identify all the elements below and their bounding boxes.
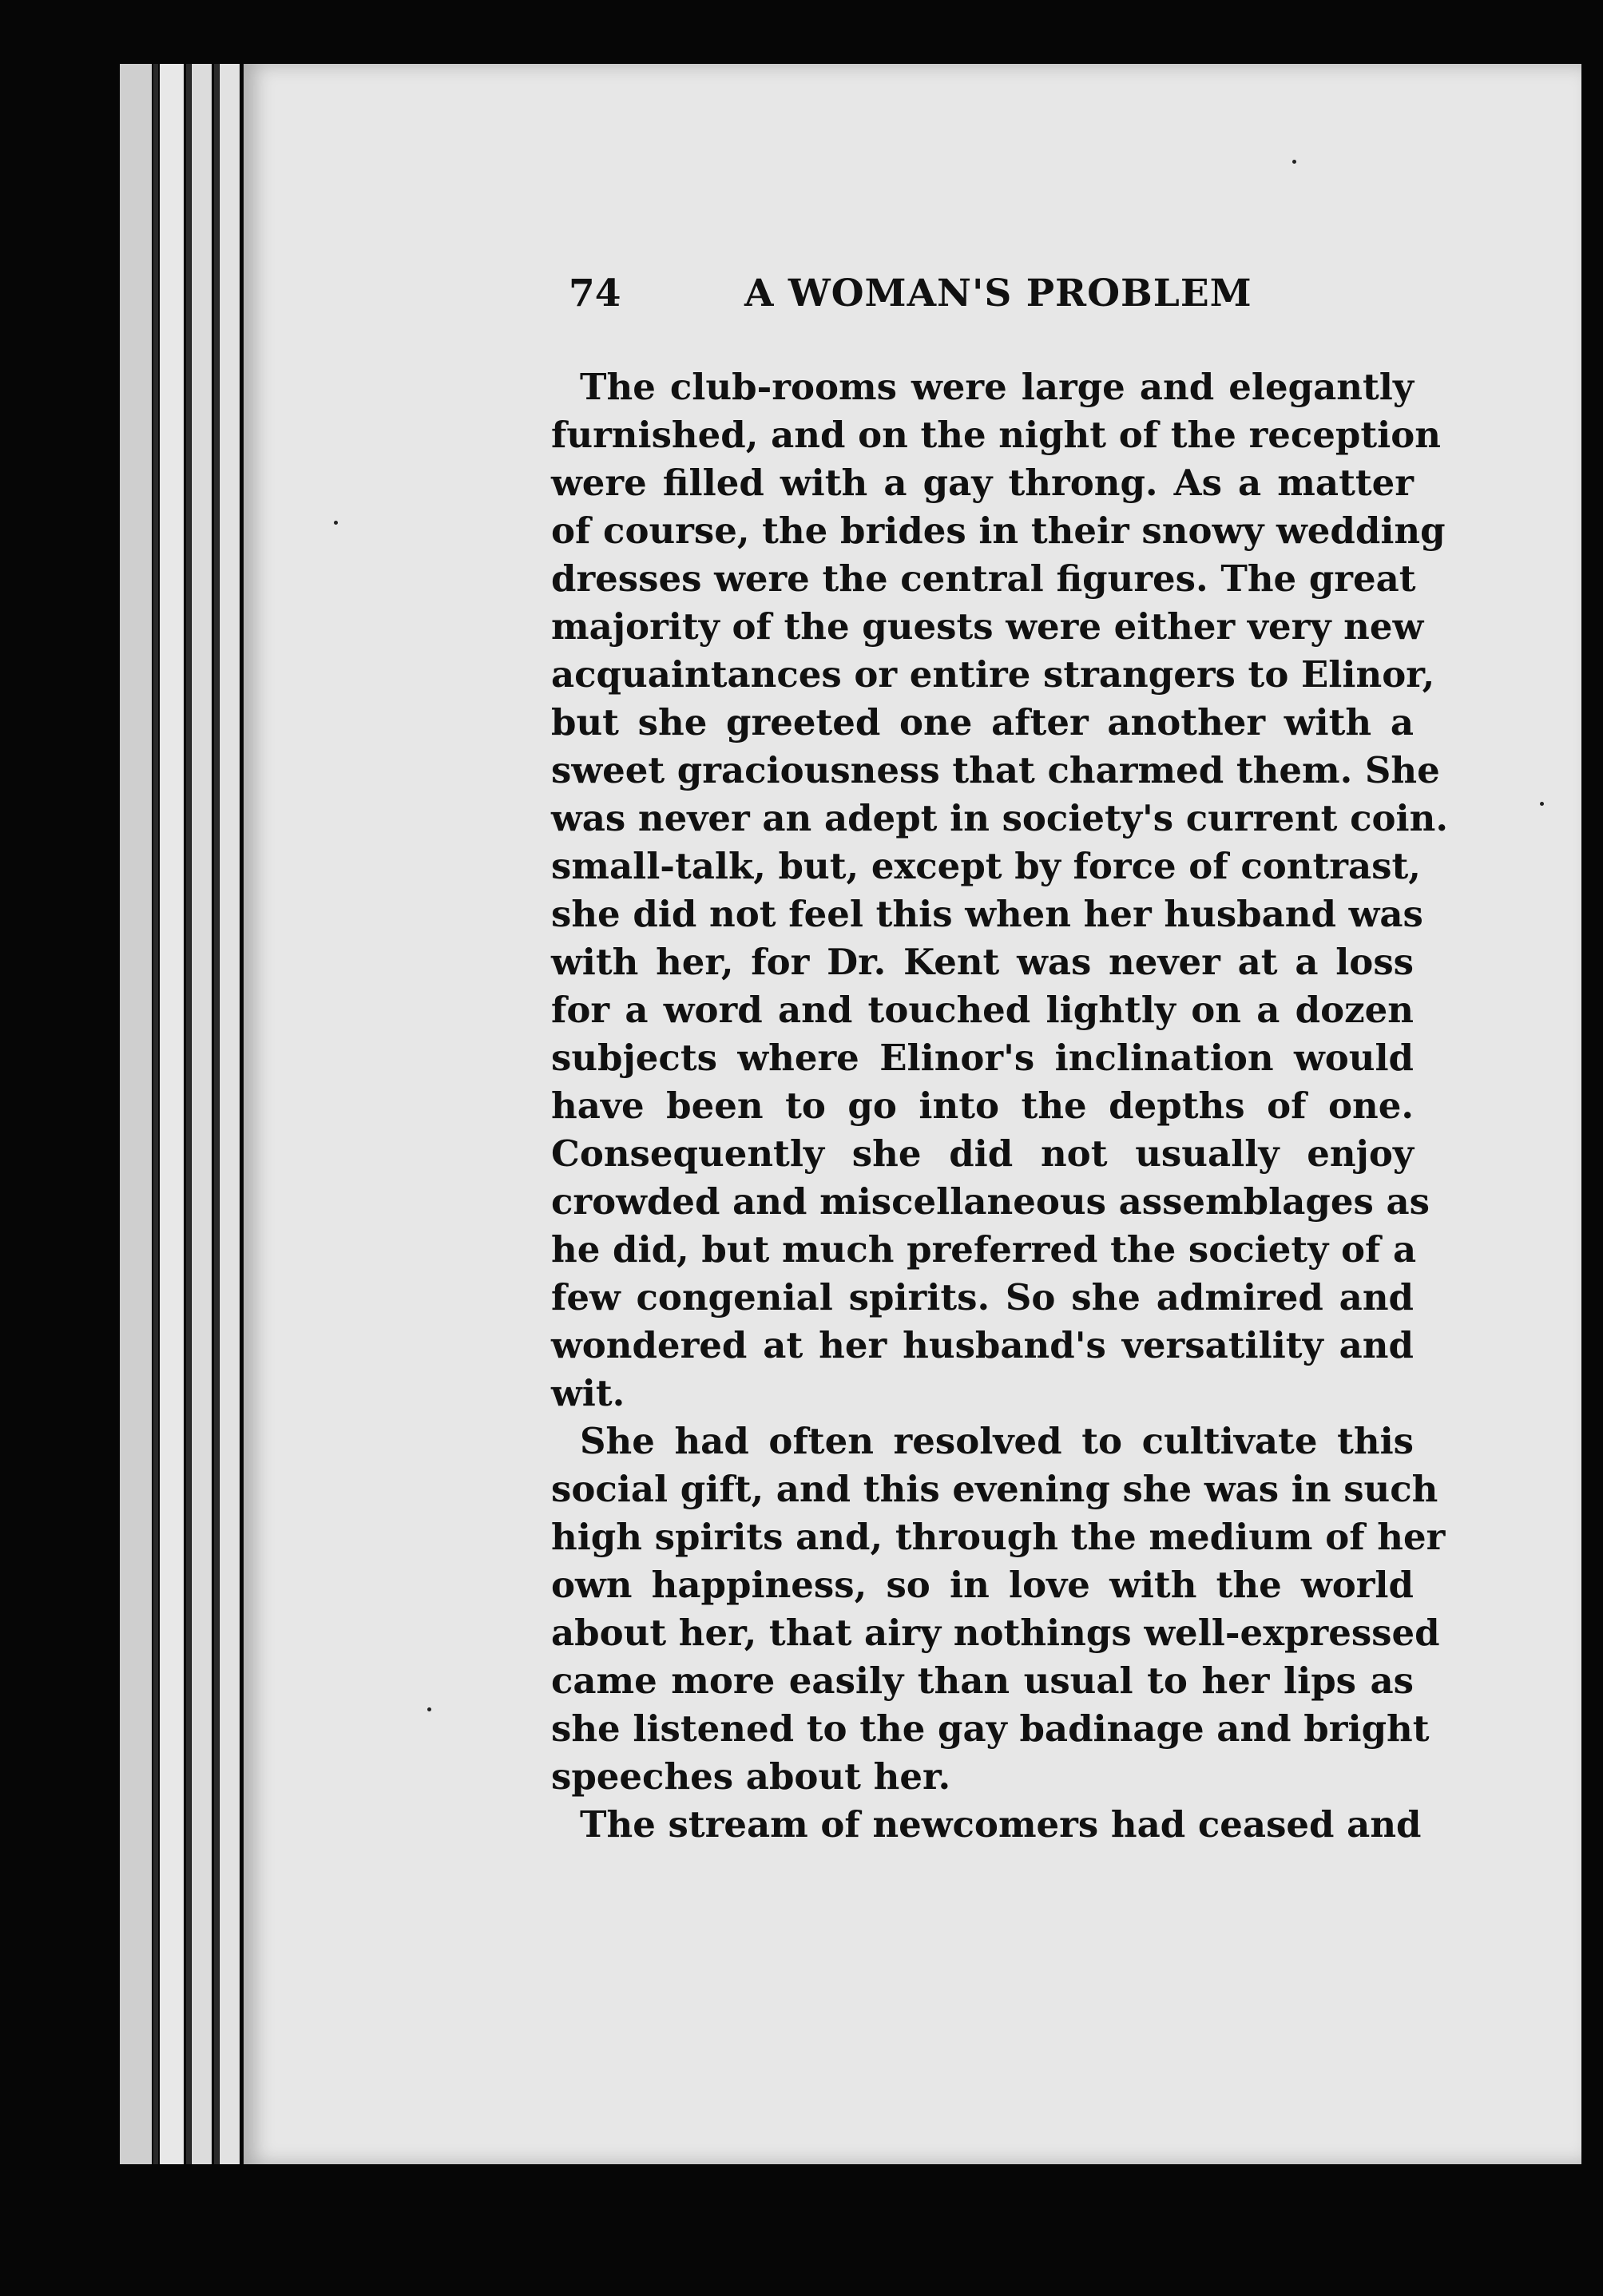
text-line: subjects where Elinor's inclination would	[551, 1037, 1414, 1079]
gutter-line-1	[153, 64, 158, 2164]
text-line: for a word and touched lightly on a dozen	[551, 989, 1414, 1031]
text-line: sweet graciousness that charmed them. She	[551, 749, 1440, 791]
text-line: wondered at her husband's versatility and	[551, 1324, 1414, 1366]
text-line: she did not feel this when her husband was	[551, 893, 1423, 935]
text-line: few congenial spirits. So she admired and	[551, 1276, 1414, 1319]
text-line: furnished, and on the night of the reception	[551, 414, 1442, 456]
text-line: was never an adept in society's current coin.	[551, 797, 1449, 839]
book-title: A WOMAN'S PROBLEM	[744, 272, 1252, 315]
text-line: The stream of newcomers had ceased and	[580, 1803, 1422, 1846]
text-line: with her, for Dr. Kent was never at a loss	[551, 941, 1414, 983]
text-line: about her, that airy nothings well-expressed	[551, 1612, 1440, 1654]
text-line: of course, the brides in their snowy wedding	[551, 510, 1446, 552]
text-line: She had often resolved to cultivate this	[580, 1420, 1414, 1462]
page-edge-2	[160, 64, 184, 2164]
text-line: he did, but much preferred the society of a	[551, 1228, 1417, 1271]
text-line: wit.	[551, 1372, 625, 1414]
text-line: dresses were the central figures. The great	[551, 557, 1416, 600]
text-line: acquaintances or entire strangers to Elinor,	[551, 653, 1435, 696]
gutter-line-2	[186, 64, 191, 2164]
scan-speck	[334, 521, 338, 525]
text-line: crowded and miscellaneous assemblages as	[551, 1180, 1430, 1223]
page-edge-4	[220, 64, 240, 2164]
text-line: came more easily than usual to her lips as	[551, 1660, 1414, 1702]
page-edge-1	[120, 64, 152, 2164]
text-line: small-talk, but, except by force of contrast,	[551, 845, 1421, 887]
text-line: speeches about her.	[551, 1755, 951, 1798]
text-line: Consequently she did not usually enjoy	[551, 1132, 1414, 1175]
text-line: but she greeted one after another with a	[551, 701, 1414, 744]
scan-speck	[427, 1707, 431, 1711]
text-line: majority of the guests were either very new	[551, 605, 1424, 648]
text-line: social gift, and this evening she was in such	[551, 1468, 1438, 1510]
text-line: were filled with a gay throng. As a matter	[551, 462, 1414, 504]
page-edge-3	[192, 64, 212, 2164]
text-line: high spirits and, through the medium of her	[551, 1516, 1446, 1558]
body-text	[551, 363, 1449, 1849]
gutter-line-3	[214, 64, 219, 2164]
scan-speck	[1540, 802, 1544, 806]
page-number: 74	[569, 272, 621, 315]
text-line: have been to go into the depths of one.	[551, 1085, 1414, 1127]
text-line: The club-rooms were large and elegantly	[580, 366, 1414, 408]
running-head	[569, 272, 1256, 335]
scan-speck	[1292, 160, 1296, 164]
text-line: she listened to the gay badinage and bright	[551, 1707, 1430, 1750]
text-line: own happiness, so in love with the world	[551, 1564, 1414, 1606]
